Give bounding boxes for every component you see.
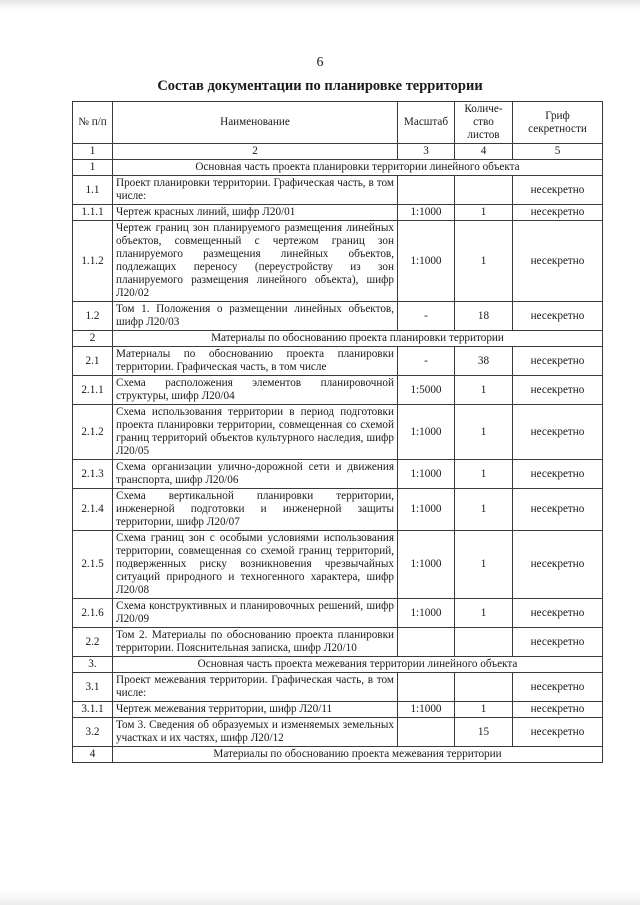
row-grif: несекретно — [513, 460, 603, 489]
row-name: Чертеж красных линий, шифр Л20/01 — [113, 205, 398, 221]
row-grif: несекретно — [513, 176, 603, 205]
table-row — [73, 628, 603, 657]
row-number: 2.1 — [73, 347, 113, 376]
row-number: 3.1.1 — [73, 702, 113, 718]
documentation-table — [72, 101, 603, 763]
row-grif: несекретно — [513, 718, 603, 747]
row-scale — [398, 176, 455, 205]
row-name: Чертеж границ зон планируемого размещения линейных объектов, совмещенный с чертежом границ зон планируемого размещения линейных объектов, подлежащих переносу (переустройству из зон планируемого размещения линейного объекта), шифр Л20/02 — [113, 221, 398, 302]
row-name: Схема расположения элементов планировочной структуры, шифр Л20/04 — [113, 376, 398, 405]
row-grif: несекретно — [513, 489, 603, 531]
row-grif: несекретно — [513, 347, 603, 376]
row-grif: несекретно — [513, 405, 603, 460]
section-number: 1 — [73, 160, 113, 176]
row-name: Схема организации улично-дорожной сети и движения транспорта, шифр Л20/06 — [113, 460, 398, 489]
row-name: Схема конструктивных и планировочных решений, шифр Л20/09 — [113, 599, 398, 628]
header-sheets: Количе-ство листов — [455, 102, 513, 144]
section-row — [73, 331, 603, 347]
row-name: Проект планировки территории. Графическая часть, в том числе: — [113, 176, 398, 205]
row-name: Чертеж межевания территории, шифр Л20/11 — [113, 702, 398, 718]
row-sheets: 1 — [455, 405, 513, 460]
row-sheets: 1 — [455, 376, 513, 405]
row-grif: несекретно — [513, 205, 603, 221]
column-index-row — [73, 144, 603, 160]
section-title: Материалы по обоснованию проекта планировки территории — [113, 331, 603, 347]
index-cell: 2 — [113, 144, 398, 160]
section-number: 2 — [73, 331, 113, 347]
table-row — [73, 347, 603, 376]
row-number: 1.1.2 — [73, 221, 113, 302]
row-sheets: 1 — [455, 531, 513, 599]
row-sheets: 38 — [455, 347, 513, 376]
row-name: Схема границ зон с особыми условиями использования территории, совмещенная со схемой границ территорий, подверженных риску возникновения чрезвычайных ситуаций природного и техногенного характера, шифр Л20/08 — [113, 531, 398, 599]
row-number: 3.1 — [73, 673, 113, 702]
row-scale: 1:1000 — [398, 531, 455, 599]
row-name: Том 1. Положения о размещении линейных объектов, шифр Л20/03 — [113, 302, 398, 331]
row-number: 2.2 — [73, 628, 113, 657]
row-sheets: 1 — [455, 460, 513, 489]
row-scale: 1:1000 — [398, 460, 455, 489]
row-sheets: 1 — [455, 489, 513, 531]
section-row — [73, 160, 603, 176]
row-sheets: 1 — [455, 221, 513, 302]
row-name: Материалы по обоснованию проекта планировки территории. Графическая часть, в том числе — [113, 347, 398, 376]
row-sheets — [455, 628, 513, 657]
row-grif: несекретно — [513, 628, 603, 657]
table-row — [73, 176, 603, 205]
table-body — [73, 144, 603, 763]
header-scale: Масштаб — [398, 102, 455, 144]
section-title: Основная часть проекта межевания территории линейного объекта — [113, 657, 603, 673]
row-scale: 1:1000 — [398, 599, 455, 628]
row-name: Том 2. Материалы по обоснованию проекта планировки территории. Пояснительная записка, шифр Л20/10 — [113, 628, 398, 657]
row-scale — [398, 673, 455, 702]
row-sheets: 1 — [455, 205, 513, 221]
index-cell: 1 — [73, 144, 113, 160]
table-row — [73, 302, 603, 331]
document-title: Состав документации по планировке территории — [157, 78, 483, 94]
table-row — [73, 489, 603, 531]
row-scale — [398, 718, 455, 747]
row-scale: 1:5000 — [398, 376, 455, 405]
row-name: Схема использования территории в период подготовки проекта планировки территории, совмещенная со схемой границ территорий объектов культурного наследия, шифр Л20/05 — [113, 405, 398, 460]
index-cell: 4 — [455, 144, 513, 160]
row-sheets: 15 — [455, 718, 513, 747]
row-number: 1.1.1 — [73, 205, 113, 221]
row-name: Проект межевания территории. Графическая часть, в том числе: — [113, 673, 398, 702]
row-name: Том 3. Сведения об образуемых и изменяемых земельных участках и их частях, шифр Л20/12 — [113, 718, 398, 747]
table-row — [73, 460, 603, 489]
table-row — [73, 673, 603, 702]
row-number: 2.1.5 — [73, 531, 113, 599]
index-cell: 5 — [513, 144, 603, 160]
row-grif: несекретно — [513, 599, 603, 628]
page-number: 6 — [316, 55, 324, 70]
row-number: 1.1 — [73, 176, 113, 205]
row-scale: 1:1000 — [398, 205, 455, 221]
row-number: 3.2 — [73, 718, 113, 747]
section-row — [73, 657, 603, 673]
section-title: Материалы по обоснованию проекта межевания территории — [113, 747, 603, 763]
row-number: 2.1.2 — [73, 405, 113, 460]
header-name: Наименование — [113, 102, 398, 144]
header-num: № п/п — [73, 102, 113, 144]
section-number: 3. — [73, 657, 113, 673]
table-row — [73, 599, 603, 628]
row-grif: несекретно — [513, 673, 603, 702]
row-grif: несекретно — [513, 376, 603, 405]
scan-bottom-edge — [0, 891, 640, 905]
section-number: 4 — [73, 747, 113, 763]
row-scale: 1:1000 — [398, 221, 455, 302]
row-number: 2.1.4 — [73, 489, 113, 531]
header-grif: Гриф секретности — [513, 102, 603, 144]
row-scale — [398, 628, 455, 657]
row-sheets: 1 — [455, 599, 513, 628]
row-name: Схема вертикальной планировки территории, инженерной подготовки и инженерной защиты территории, шифр Л20/07 — [113, 489, 398, 531]
section-row — [73, 747, 603, 763]
table-row — [73, 405, 603, 460]
row-number: 1.2 — [73, 302, 113, 331]
row-scale: - — [398, 302, 455, 331]
row-scale: 1:1000 — [398, 702, 455, 718]
table-row — [73, 376, 603, 405]
row-number: 2.1.3 — [73, 460, 113, 489]
row-number: 2.1.1 — [73, 376, 113, 405]
row-scale: 1:1000 — [398, 405, 455, 460]
table-row — [73, 205, 603, 221]
row-grif: несекретно — [513, 302, 603, 331]
row-grif: несекретно — [513, 531, 603, 599]
row-sheets: 1 — [455, 702, 513, 718]
row-sheets — [455, 673, 513, 702]
row-sheets: 18 — [455, 302, 513, 331]
table-header-row — [73, 102, 603, 144]
index-cell: 3 — [398, 144, 455, 160]
row-number: 2.1.6 — [73, 599, 113, 628]
row-sheets — [455, 176, 513, 205]
row-scale: 1:1000 — [398, 489, 455, 531]
table-row — [73, 702, 603, 718]
table-row — [73, 221, 603, 302]
row-scale: - — [398, 347, 455, 376]
row-grif: несекретно — [513, 702, 603, 718]
row-grif: несекретно — [513, 221, 603, 302]
scan-top-edge — [0, 0, 640, 10]
table-row — [73, 531, 603, 599]
section-title: Основная часть проекта планировки территории линейного объекта — [113, 160, 603, 176]
table-row — [73, 718, 603, 747]
